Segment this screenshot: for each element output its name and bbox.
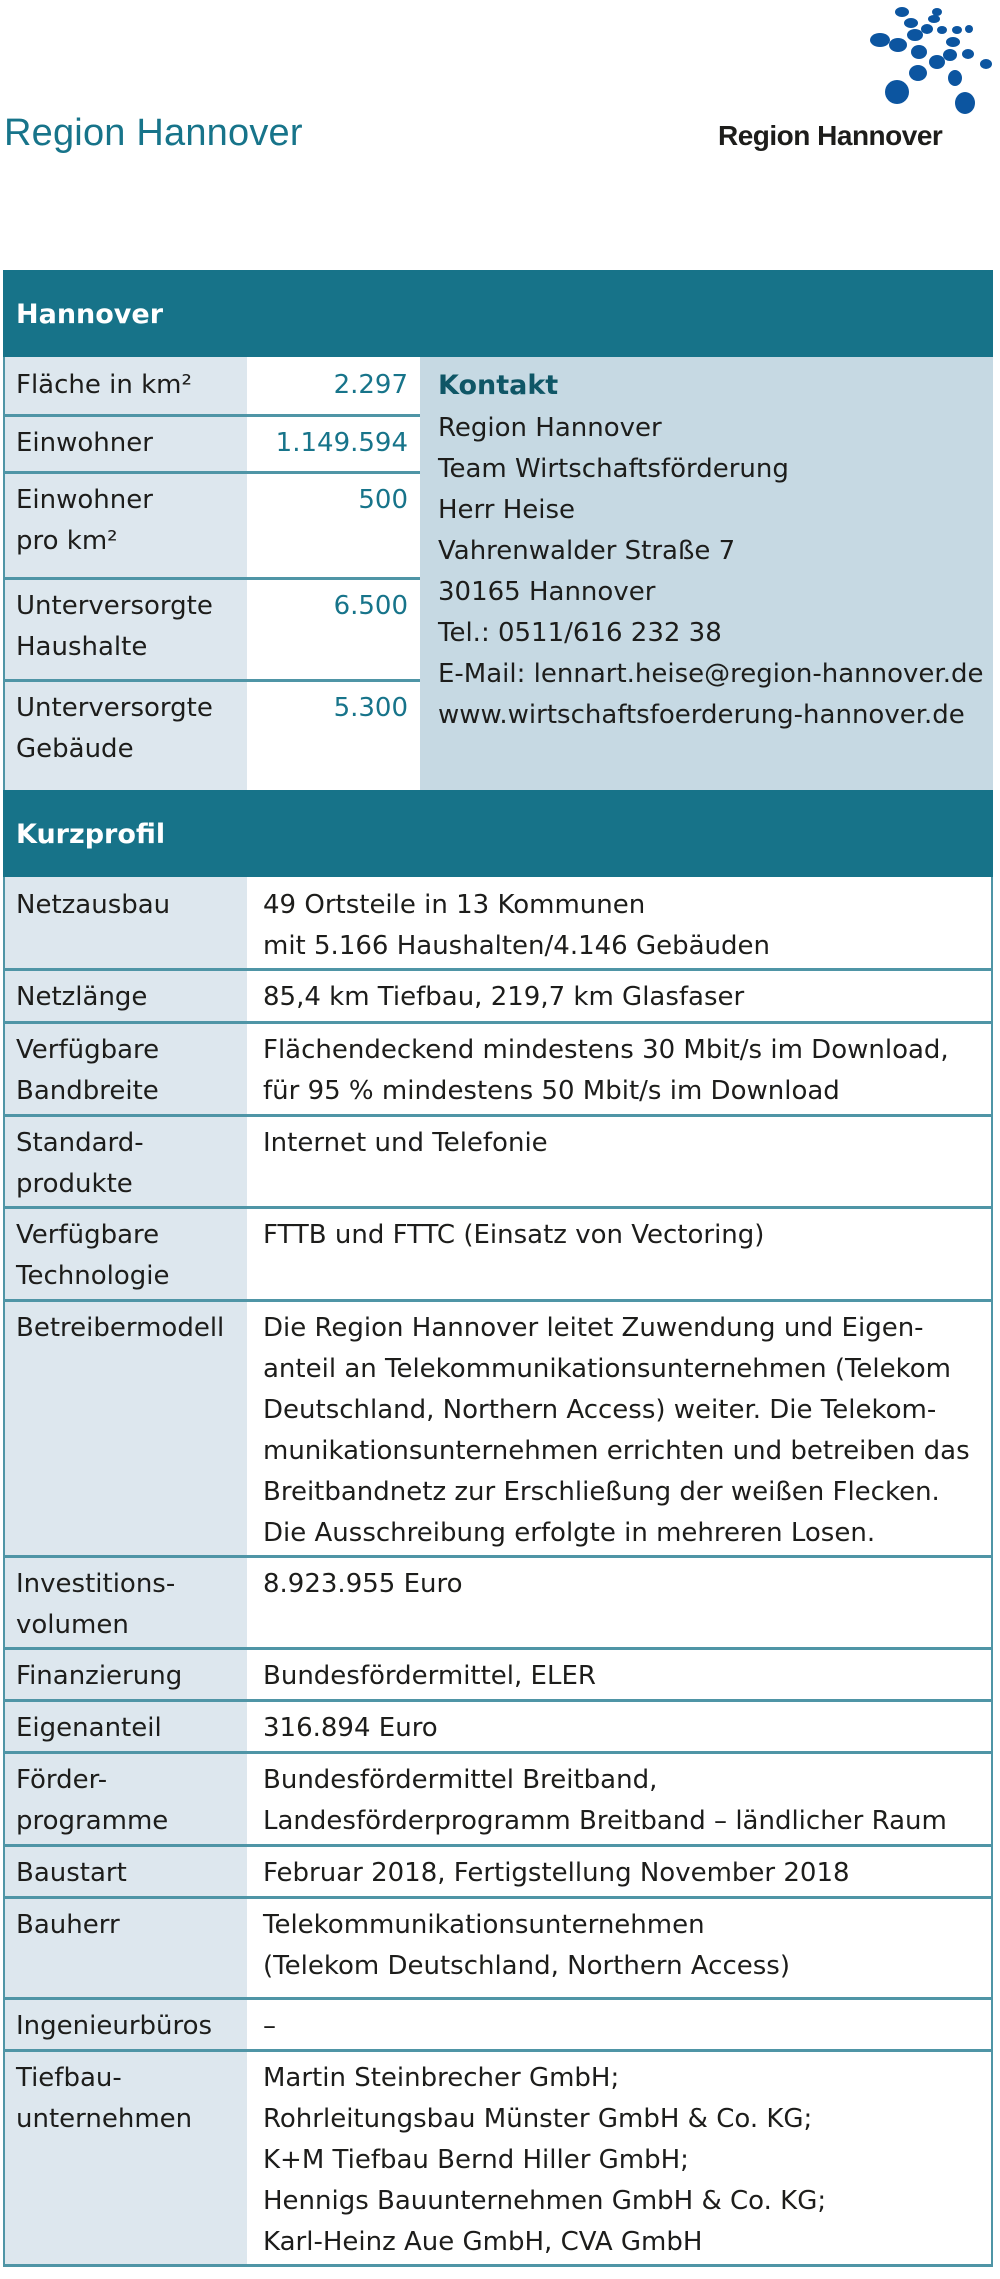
text-line: Breitbandnetz zur Erschließung der weißen Flecken. xyxy=(263,1477,940,1507)
overview-row-value: 5.300 xyxy=(247,680,420,790)
text-line: Förder- xyxy=(16,1765,108,1795)
logo-dot xyxy=(965,25,973,33)
logo-dot xyxy=(929,55,945,69)
text-line: munikationsunternehmen errichten und betreiben das xyxy=(263,1436,970,1466)
text-line: Hennigs Bauunternehmen GmbH & Co. KG; xyxy=(263,2186,827,2216)
text-line: Tel.: 0511/616 232 38 xyxy=(438,618,722,648)
logo-dot xyxy=(980,59,992,69)
text-line: Die Ausschreibung erfolgte in mehreren Losen. xyxy=(263,1518,876,1548)
text-line: Technologie xyxy=(16,1261,170,1291)
logo-dot xyxy=(928,15,940,23)
text-line: Deutschland, Northern Access) weiter. Die Telekom- xyxy=(263,1395,937,1425)
logo-dot xyxy=(952,26,962,34)
text-line: Vahrenwalder Straße 7 xyxy=(438,536,736,566)
overview-title: Hannover xyxy=(16,298,164,330)
text-line: für 95 % mindestens 50 Mbit/s im Download xyxy=(263,1076,840,1106)
text-line: Tiefbau- xyxy=(16,2063,122,2093)
logo-dot xyxy=(948,70,962,86)
text-line: Einwohner xyxy=(16,428,153,458)
text-line: mit 5.166 Haushalten/4.146 Gebäuden xyxy=(263,931,771,961)
text-line: Bundesfördermittel, ELER xyxy=(263,1661,596,1691)
text-line: 316.894 Euro xyxy=(263,1713,438,1743)
logo-dot xyxy=(870,33,890,47)
text-line: unternehmen xyxy=(16,2104,193,2134)
text-line: Landesförderprogramm Breitband – ländlicher Raum xyxy=(263,1806,947,1836)
region-hannover-dots-logo-icon xyxy=(715,0,1000,120)
text-line: Haushalte xyxy=(16,632,148,662)
text-line: Flächendeckend mindestens 30 Mbit/s im Download, xyxy=(263,1035,949,1065)
text-line: Rohrleitungsbau Münster GmbH & Co. KG; xyxy=(263,2104,813,2134)
logo-dot xyxy=(962,49,974,59)
text-line: Telekommunikationsunternehmen xyxy=(263,1910,705,1940)
logo-dot xyxy=(955,92,975,114)
text-line: Region Hannover xyxy=(438,413,662,443)
text-line: Investitions- xyxy=(16,1569,176,1599)
text-line: Bundesfördermittel Breitband, xyxy=(263,1765,658,1795)
contact-box xyxy=(420,357,993,790)
text-line: Verfügbare xyxy=(16,1035,160,1065)
text-line: Herr Heise xyxy=(438,495,576,525)
text-line: FTTB und FTTC (Einsatz von Vectoring) xyxy=(263,1220,765,1250)
logo-dot xyxy=(895,7,909,17)
text-line: Unterversorgte xyxy=(16,591,213,621)
overview-row-value: 6.500 xyxy=(247,578,420,680)
page-title: Region Hannover xyxy=(4,112,303,154)
text-line: Karl-Heinz Aue GmbH, CVA GmbH xyxy=(263,2227,703,2257)
text-line: www.wirtschaftsfoerderung-hannover.de xyxy=(438,700,965,730)
logo-dot xyxy=(885,80,909,104)
text-line: Bauherr xyxy=(16,1910,120,1940)
logo-dot xyxy=(911,45,927,59)
text-line: Eigenanteil xyxy=(16,1713,162,1743)
text-line: volumen xyxy=(16,1610,129,1640)
overview-row-value: 1.149.594 xyxy=(247,415,420,472)
text-line: Bandbreite xyxy=(16,1076,159,1106)
text-line: Betreibermodell xyxy=(16,1313,225,1343)
overview-row-value: 2.297 xyxy=(247,357,420,415)
text-line: 30165 Hannover xyxy=(438,577,656,607)
text-line: 85,4 km Tiefbau, 219,7 km Glasfaser xyxy=(263,982,745,1012)
text-line: Standard- xyxy=(16,1128,144,1158)
text-line: Martin Steinbrecher GmbH; xyxy=(263,2063,620,2093)
text-line: (Telekom Deutschland, Northern Access) xyxy=(263,1951,790,1981)
logo-dot xyxy=(921,24,933,34)
text-line: produkte xyxy=(16,1169,133,1199)
overview-row-value: 500 xyxy=(247,472,420,578)
text-line: – xyxy=(263,2011,276,2041)
text-line: Unterversorgte xyxy=(16,693,213,723)
text-line: Ingenieurbüros xyxy=(16,2011,213,2041)
text-line: Internet und Telefonie xyxy=(263,1128,548,1158)
text-line: Netzausbau xyxy=(16,890,171,920)
logo-dot xyxy=(937,26,947,34)
text-line: Die Region Hannover leitet Zuwendung und Eigen- xyxy=(263,1313,924,1343)
logo-dot xyxy=(907,29,923,41)
text-line: programme xyxy=(16,1806,169,1836)
logo-text: Region Hannover xyxy=(718,120,943,151)
text-line: K+M Tiefbau Bernd Hiller GmbH; xyxy=(263,2145,689,2175)
text-line: Team Wirtschaftsförderung xyxy=(438,454,789,484)
text-line: 49 Ortsteile in 13 Kommunen xyxy=(263,890,646,920)
logo-dot xyxy=(932,8,942,16)
logo-dot xyxy=(909,65,927,81)
text-line: Verfügbare xyxy=(16,1220,160,1250)
profile-title: Kurzprofil xyxy=(16,818,166,850)
text-line: Februar 2018, Fertigstellung November 2018 xyxy=(263,1858,850,1888)
text-line: Baustart xyxy=(16,1858,127,1888)
logo-dot xyxy=(904,18,918,28)
text-line: Finanzierung xyxy=(16,1661,183,1691)
contact-title: Kontakt xyxy=(438,370,559,401)
logo-dot xyxy=(943,49,957,61)
text-line: pro km² xyxy=(16,526,118,556)
logo xyxy=(715,0,1000,160)
overview-header xyxy=(3,270,993,358)
text-line: 8.923.955 Euro xyxy=(263,1569,463,1599)
text-line: Gebäude xyxy=(16,734,134,764)
logo-dot xyxy=(889,38,907,52)
text-line: Netzlänge xyxy=(16,982,148,1012)
profile-header xyxy=(3,790,993,878)
text-line: Einwohner xyxy=(16,485,153,515)
text-line: Fläche in km² xyxy=(16,370,192,400)
logo-dot xyxy=(946,37,960,47)
profile-frame xyxy=(3,877,993,2266)
text-line: E-Mail: lennart.heise@region-hannover.de xyxy=(438,659,984,689)
text-line: anteil an Telekommunikationsunternehmen (Telekom xyxy=(263,1354,952,1384)
